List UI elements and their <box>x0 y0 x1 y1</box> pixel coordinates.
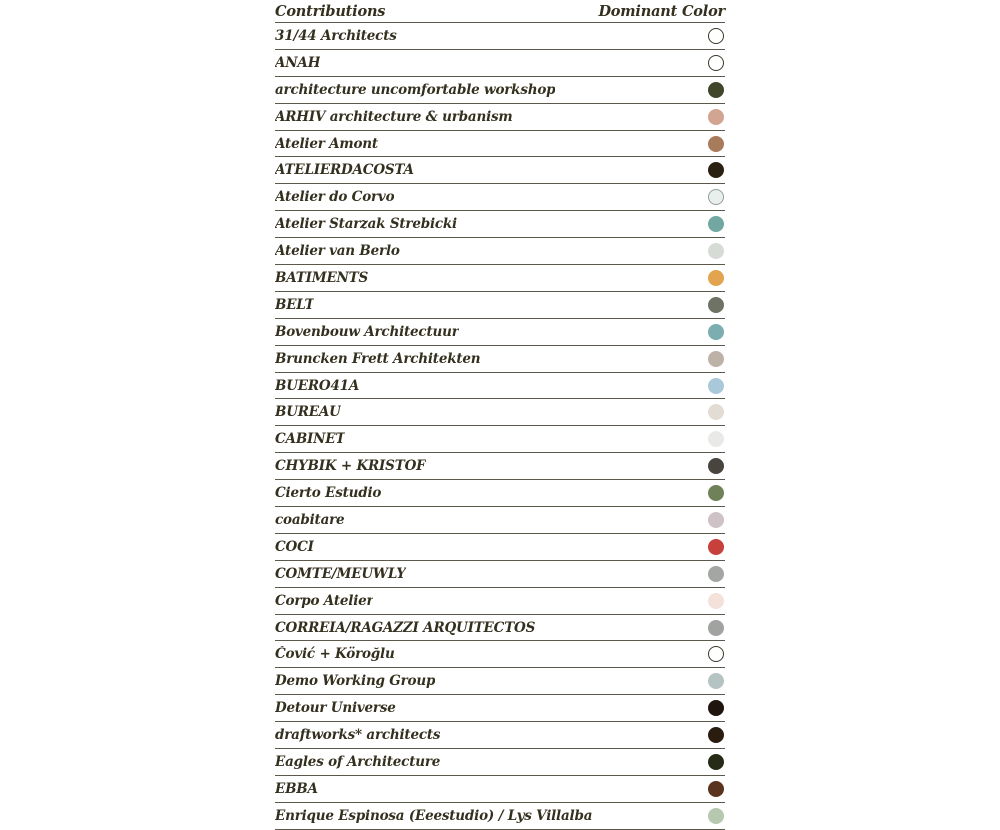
contributor-name: Atelier do Corvo <box>275 189 395 206</box>
contributor-name: Cierto Estudio <box>275 485 382 502</box>
contributor-name: Corpo Atelier <box>275 592 374 609</box>
contributor-name: Bruncken Frett Architekten <box>275 350 481 367</box>
dominant-color-dot <box>708 566 724 582</box>
contribution-row[interactable] <box>275 615 725 642</box>
contribution-row[interactable] <box>275 803 725 830</box>
contribution-row[interactable] <box>275 346 725 373</box>
contribution-row[interactable] <box>275 534 725 561</box>
contribution-row[interactable] <box>275 131 725 158</box>
dominant-color-dot <box>708 646 724 662</box>
contribution-row[interactable] <box>275 265 725 292</box>
dominant-color-dot <box>708 673 724 689</box>
contributor-name: Čović + Köroğlu <box>275 646 395 663</box>
table-header <box>275 0 725 23</box>
contribution-row[interactable] <box>275 722 725 749</box>
contribution-row[interactable] <box>275 319 725 346</box>
contribution-row[interactable] <box>275 480 725 507</box>
contributor-name: Atelier Starzak Strebicki <box>275 216 457 233</box>
contributor-name: CABINET <box>275 431 346 448</box>
contributor-name: Atelier Amont <box>275 135 378 152</box>
contributions-list <box>275 23 725 830</box>
contribution-row[interactable] <box>275 23 725 50</box>
dominant-color-dot <box>708 216 724 232</box>
contribution-row[interactable] <box>275 157 725 184</box>
contributor-name: CHYBIK + KRISTOF <box>275 458 426 475</box>
contributor-name: ANAH <box>275 54 321 71</box>
dominant-color-dot <box>708 754 724 770</box>
dominant-color-dot <box>708 727 724 743</box>
dominant-color-dot <box>708 82 724 98</box>
contribution-row[interactable] <box>275 749 725 776</box>
contribution-row[interactable] <box>275 104 725 131</box>
contribution-row[interactable] <box>275 238 725 265</box>
dominant-color-dot <box>708 297 724 313</box>
column-header-dominant-color: Dominant Color <box>598 2 725 20</box>
contributor-name: BUREAU <box>275 404 341 421</box>
dominant-color-dot <box>708 55 724 71</box>
dominant-color-dot <box>708 458 724 474</box>
dominant-color-dot <box>708 378 724 394</box>
contribution-row[interactable] <box>275 77 725 104</box>
dominant-color-dot <box>708 351 724 367</box>
dominant-color-dot <box>708 270 724 286</box>
contribution-row[interactable] <box>275 211 725 238</box>
contributor-name: ARHIV architecture & urbanism <box>275 108 513 125</box>
contributor-name: 31/44 Architects <box>275 27 397 44</box>
contributor-name: ATELIERDACOSTA <box>275 162 414 179</box>
contributor-name: coabitare <box>275 511 345 528</box>
column-header-contributions: Contributions <box>275 2 386 20</box>
dominant-color-dot <box>708 485 724 501</box>
dominant-color-dot <box>708 28 724 44</box>
contribution-row[interactable] <box>275 776 725 803</box>
contribution-row[interactable] <box>275 292 725 319</box>
contributor-name: Enrique Espinosa (Eeestudio) / Lys Villalba <box>275 807 593 824</box>
contributor-name: BATIMENTS <box>275 269 369 286</box>
contribution-row[interactable] <box>275 668 725 695</box>
contributor-name: BUERO41A <box>275 377 360 394</box>
contributor-name: CORREIA/RAGAZZI ARQUITECTOS <box>275 619 536 636</box>
contribution-row[interactable] <box>275 561 725 588</box>
dominant-color-dot <box>708 620 724 636</box>
contributor-name: Detour Universe <box>275 700 396 717</box>
dominant-color-dot <box>708 136 724 152</box>
dominant-color-dot <box>708 593 724 609</box>
contribution-row[interactable] <box>275 373 725 400</box>
contributor-name: COCI <box>275 538 314 555</box>
contributor-name: EBBA <box>275 780 318 797</box>
dominant-color-dot <box>708 431 724 447</box>
contribution-row[interactable] <box>275 50 725 77</box>
contributor-name: draftworks* architects <box>275 727 441 744</box>
contributor-name: BELT <box>275 296 315 313</box>
dominant-color-dot <box>708 512 724 528</box>
dominant-color-dot <box>708 324 724 340</box>
dominant-color-dot <box>708 781 724 797</box>
contributor-name: Eagles of Architecture <box>275 753 441 770</box>
contribution-row[interactable] <box>275 695 725 722</box>
contributions-table <box>275 0 725 830</box>
contributor-name: architecture uncomfortable workshop <box>275 81 556 98</box>
contribution-row[interactable] <box>275 453 725 480</box>
contribution-row[interactable] <box>275 426 725 453</box>
dominant-color-dot <box>708 162 724 178</box>
contribution-row[interactable] <box>275 507 725 534</box>
dominant-color-dot <box>708 109 724 125</box>
contribution-row[interactable] <box>275 641 725 668</box>
contributor-name: Atelier van Berlo <box>275 243 400 260</box>
dominant-color-dot <box>708 700 724 716</box>
dominant-color-dot <box>708 539 724 555</box>
dominant-color-dot <box>708 404 724 420</box>
contribution-row[interactable] <box>275 588 725 615</box>
dominant-color-dot <box>708 189 724 205</box>
contribution-row[interactable] <box>275 399 725 426</box>
dominant-color-dot <box>708 808 724 824</box>
contribution-row[interactable] <box>275 184 725 211</box>
contributor-name: COMTE/MEUWLY <box>275 565 406 582</box>
contributor-name: Demo Working Group <box>275 673 436 690</box>
contributor-name: Bovenbouw Architectuur <box>275 323 459 340</box>
dominant-color-dot <box>708 243 724 259</box>
